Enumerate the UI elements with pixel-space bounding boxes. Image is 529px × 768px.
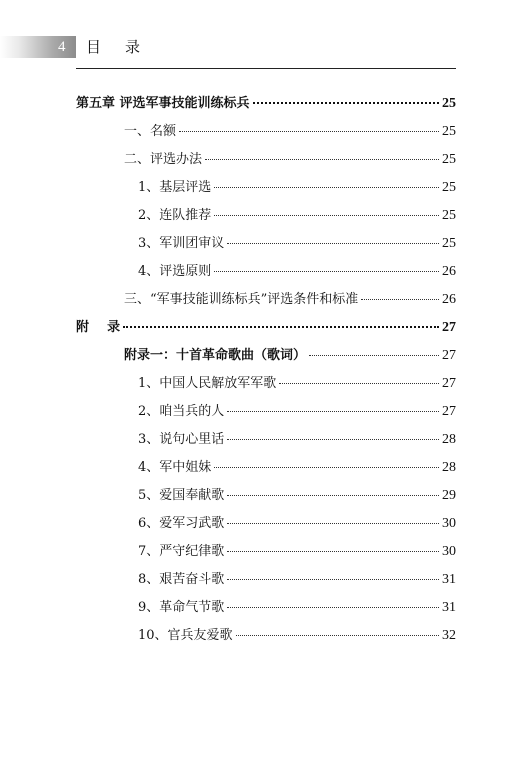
toc-label: 4、军中姐妹	[138, 460, 212, 475]
dot-leader	[361, 299, 439, 300]
dot-leader	[179, 131, 439, 132]
page-number: 4	[58, 39, 66, 55]
dot-leader	[227, 551, 439, 552]
dot-leader	[236, 635, 439, 636]
toc-page: 28	[442, 460, 456, 475]
toc-entry[interactable]	[138, 206, 456, 226]
toc-entry-chapter-5[interactable]	[76, 94, 456, 114]
dot-leader	[227, 523, 439, 524]
toc-page: 25	[442, 152, 456, 167]
toc-page: 32	[442, 628, 456, 643]
toc-entry[interactable]	[138, 178, 456, 198]
toc-entry[interactable]	[138, 430, 456, 450]
toc-label: 1、中国人民解放军军歌	[138, 376, 277, 391]
toc-entry[interactable]	[138, 598, 456, 618]
toc-page: 25	[442, 124, 456, 139]
toc-label: 2、连队推荐	[138, 208, 212, 223]
toc-entry[interactable]	[138, 626, 456, 646]
toc-entry[interactable]	[138, 262, 456, 282]
dot-leader	[227, 607, 439, 608]
toc-label: 第五章 评选军事技能训练标兵	[76, 96, 250, 111]
toc-entry[interactable]	[138, 486, 456, 506]
dot-leader	[205, 159, 439, 160]
toc-label: 附录一：十首革命歌曲（歌词）	[124, 348, 307, 363]
toc-entry[interactable]	[138, 542, 456, 562]
toc-label: 三、“军事技能训练标兵”评选条件和标准	[124, 292, 359, 307]
toc-entry-appendix-1[interactable]	[124, 346, 456, 366]
toc-page: 29	[442, 488, 456, 503]
toc-label: 附 录	[76, 320, 121, 335]
toc-label: 2、咱当兵的人	[138, 404, 225, 419]
toc-entry[interactable]	[124, 122, 456, 142]
toc-entry[interactable]	[124, 150, 456, 170]
toc-page: 25	[442, 208, 456, 223]
header-rule	[76, 68, 456, 69]
dot-leader	[123, 326, 439, 328]
toc-page: 27	[442, 376, 456, 391]
toc-entry[interactable]	[138, 402, 456, 422]
page-title: 目录	[86, 38, 165, 56]
dot-leader	[214, 187, 439, 188]
toc-page: 27	[442, 348, 456, 363]
toc-entry[interactable]	[138, 234, 456, 254]
toc-page: 31	[442, 572, 456, 587]
dot-leader	[227, 243, 439, 244]
dot-leader	[279, 383, 439, 384]
dot-leader	[214, 271, 439, 272]
toc-entry[interactable]	[138, 570, 456, 590]
toc-label: 9、革命气节歌	[138, 600, 225, 615]
toc-label: 4、评选原则	[138, 264, 212, 279]
dot-leader	[253, 102, 439, 104]
toc-label: 1、基层评选	[138, 180, 212, 195]
toc-page: 31	[442, 600, 456, 615]
toc-label: 一、名额	[124, 124, 177, 139]
toc-page: 25	[442, 96, 456, 111]
toc-label: 二、评选办法	[124, 152, 203, 167]
toc-label: 3、说句心里话	[138, 432, 225, 447]
toc-label: 6、爱军习武歌	[138, 516, 225, 531]
dot-leader	[309, 355, 439, 356]
toc-page: 26	[442, 264, 456, 279]
toc-entry[interactable]	[138, 458, 456, 478]
toc-page: 25	[442, 236, 456, 251]
toc-page: 25	[442, 180, 456, 195]
toc-entry-appendix[interactable]	[76, 318, 456, 338]
dot-leader	[214, 215, 439, 216]
toc-label: 7、严守纪律歌	[138, 544, 225, 559]
toc-label: 5、爱国奉献歌	[138, 488, 225, 503]
toc-page: 27	[442, 404, 456, 419]
toc-label: 10、官兵友爱歌	[138, 628, 233, 643]
dot-leader	[227, 579, 439, 580]
dot-leader	[214, 467, 439, 468]
toc-page: 30	[442, 544, 456, 559]
toc-page: 26	[442, 292, 456, 307]
toc-entry[interactable]	[124, 290, 456, 310]
toc-entry[interactable]	[138, 514, 456, 534]
toc-label: 3、军训团审议	[138, 236, 225, 251]
toc-page: 30	[442, 516, 456, 531]
dot-leader	[227, 495, 439, 496]
dot-leader	[227, 439, 439, 440]
toc-page: 28	[442, 432, 456, 447]
toc-label: 8、艰苦奋斗歌	[138, 572, 225, 587]
dot-leader	[227, 411, 439, 412]
toc-entry[interactable]	[138, 374, 456, 394]
toc-page: 27	[442, 320, 456, 335]
